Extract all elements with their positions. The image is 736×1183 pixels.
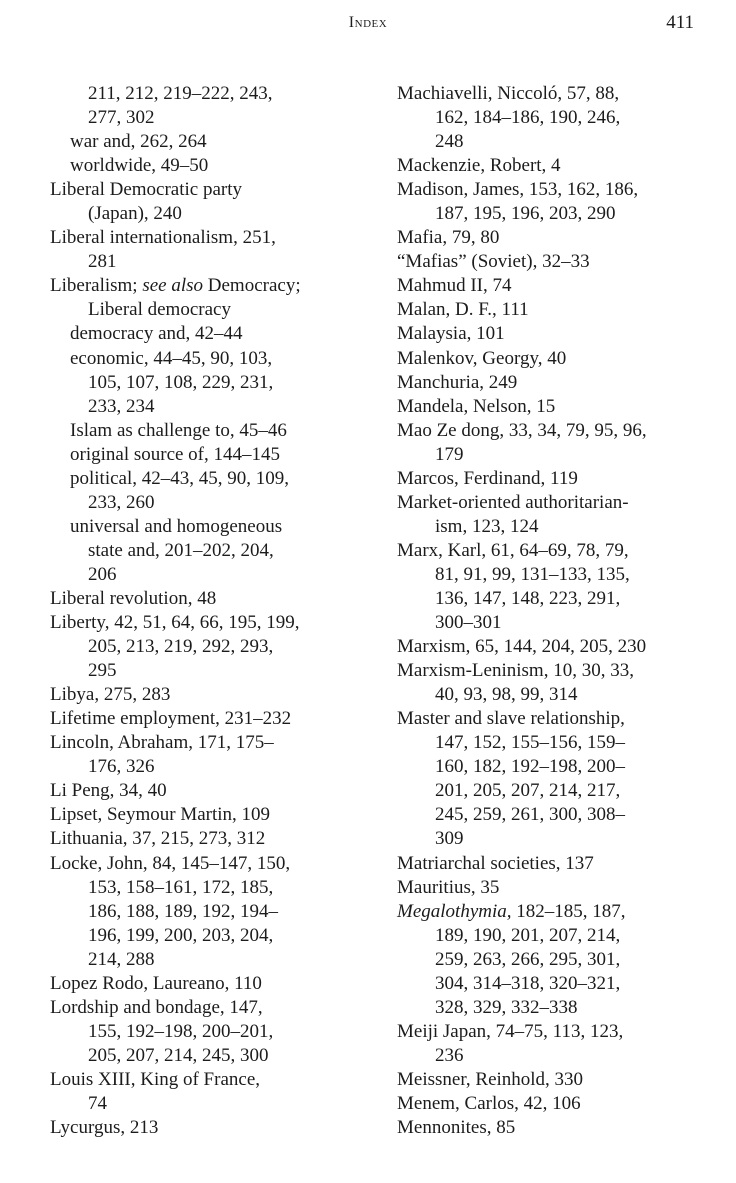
index-line [50, 82, 370, 106]
index-line [397, 755, 715, 779]
index-line [397, 154, 715, 178]
index-line [397, 659, 715, 683]
index-line [50, 130, 370, 154]
index-line-text: 162, 184–186, 190, 246, [435, 107, 621, 129]
index-line [50, 659, 370, 683]
index-line-text: Mackenzie, Robert, 4 [397, 155, 561, 177]
index-line-text: Malenkov, Georgy, 40 [397, 347, 567, 369]
index-line-italic: Megalothymia, [397, 900, 512, 922]
index-line-text: war and, 262, 264 [70, 131, 207, 153]
index-line [50, 948, 370, 972]
index-line-text: Machiavelli, Niccoló, 57, 88, [397, 83, 620, 104]
index-line-text: Mahmud II, 74 [397, 275, 512, 297]
index-line [397, 515, 715, 539]
index-line [397, 972, 715, 996]
index-line-text: 189, 190, 201, 207, 214, [435, 924, 621, 946]
index-line-text: 248 [435, 131, 464, 153]
index-line-text: 233, 234 [88, 395, 155, 417]
index-line-text: Menem, Carlos, 42, 106 [397, 1092, 581, 1114]
index-line [397, 900, 715, 924]
index-line [397, 587, 715, 611]
index-line [50, 635, 370, 659]
index-line [50, 539, 370, 563]
index-line-text: 81, 91, 99, 131–133, 135, [435, 563, 630, 585]
index-line [397, 371, 715, 395]
index-line-text: 309 [435, 828, 464, 850]
index-line [397, 82, 715, 106]
index-line [397, 491, 715, 515]
index-line-text: Mandela, Nelson, 15 [397, 395, 556, 417]
index-line-text: Liberal democracy [88, 299, 231, 321]
index-line-text: Mafia, 79, 80 [397, 227, 500, 249]
index-line-text: (Japan), 240 [88, 203, 182, 225]
index-line [397, 347, 715, 371]
index-line [50, 443, 370, 467]
index-line [397, 395, 715, 419]
index-line [50, 683, 370, 707]
index-line [397, 1068, 715, 1092]
index-line-text: universal and homogeneous [70, 515, 283, 537]
index-line-text: Marx, Karl, 61, 64–69, 78, 79, [397, 539, 629, 561]
index-line [50, 1092, 370, 1116]
index-line [50, 707, 370, 731]
index-line [397, 876, 715, 900]
index-line [397, 106, 715, 130]
index-line-text: Lincoln, Abraham, 171, 175– [50, 732, 274, 754]
index-line [50, 1020, 370, 1044]
index-line-text: Marxism-Leninism, 10, 30, 33, [397, 660, 634, 682]
index-line-text: 206 [88, 563, 117, 585]
index-line [397, 924, 715, 948]
index-line [50, 178, 370, 202]
index-line [50, 154, 370, 178]
index-line [50, 1116, 370, 1140]
index-line [50, 322, 370, 346]
index-line-text: 205, 207, 214, 245, 300 [88, 1044, 269, 1066]
index-line [50, 1068, 370, 1092]
index-line [50, 347, 370, 371]
index-line [397, 1044, 715, 1068]
index-line [50, 996, 370, 1020]
index-line [50, 563, 370, 587]
index-line-text: 328, 329, 332–338 [435, 996, 578, 1018]
index-line-text: 155, 192–198, 200–201, [88, 1020, 274, 1042]
index-line [397, 731, 715, 755]
index-line-text: 153, 158–161, 172, 185, [88, 876, 274, 898]
index-line-text: 40, 93, 98, 99, 314 [435, 684, 578, 706]
index-line [397, 274, 715, 298]
index-line [397, 298, 715, 322]
index-line-text: 233, 260 [88, 491, 155, 513]
index-line [397, 779, 715, 803]
index-line [50, 371, 370, 395]
index-line [397, 852, 715, 876]
index-line-text: economic, 44–45, 90, 103, [70, 347, 273, 369]
index-line [50, 250, 370, 274]
index-line [50, 827, 370, 851]
index-line [50, 900, 370, 924]
index-line [50, 779, 370, 803]
index-line [397, 178, 715, 202]
index-line [50, 274, 370, 298]
index-line-text: 281 [88, 251, 117, 273]
index-line-text: 186, 188, 189, 192, 194– [88, 900, 278, 922]
index-line-text: Lordship and bondage, 147, [50, 996, 263, 1018]
index-line [50, 298, 370, 322]
index-column-left [50, 82, 370, 1140]
index-line-text: Liberty, 42, 51, 64, 66, 195, 199, [50, 612, 300, 634]
index-line [397, 322, 715, 346]
index-line [50, 803, 370, 827]
index-line-text: Liberalism; [50, 275, 143, 297]
index-line-text: 245, 259, 261, 300, 308– [435, 804, 625, 826]
index-line [50, 395, 370, 419]
index-line-text: 211, 212, 219–222, 243, [88, 83, 273, 104]
index-line [397, 563, 715, 587]
index-line [397, 226, 715, 250]
index-line-text: Matriarchal societies, 137 [397, 852, 594, 874]
index-line-text: Louis XIII, King of France, [50, 1068, 261, 1090]
index-line [397, 539, 715, 563]
index-line-text: 295 [88, 660, 117, 682]
index-line [397, 202, 715, 226]
index-line-text: Liberal Democratic party [50, 179, 243, 201]
index-line [50, 419, 370, 443]
index-line-text: democracy and, 42–44 [70, 323, 243, 345]
index-line-text: Lopez Rodo, Laureano, 110 [50, 972, 262, 994]
index-line-text: worldwide, 49–50 [70, 155, 209, 177]
index-line [397, 443, 715, 467]
index-line-text: 147, 152, 155–156, 159– [435, 732, 625, 754]
index-line-text: 179 [435, 443, 464, 465]
index-line-text: 259, 263, 266, 295, 301, [435, 948, 621, 970]
index-line-text: Malaysia, 101 [397, 323, 505, 345]
index-line [50, 876, 370, 900]
index-line [397, 707, 715, 731]
index-column-right [397, 82, 715, 1140]
index-line-text: Manchuria, 249 [397, 371, 518, 393]
index-line [50, 106, 370, 130]
index-line-text: 196, 199, 200, 203, 204, [88, 924, 274, 946]
index-line [50, 587, 370, 611]
index-line-text: 74 [88, 1092, 107, 1114]
index-line [50, 755, 370, 779]
index-line-text: Master and slave relationship, [397, 708, 625, 730]
index-line-text: 105, 107, 108, 229, 231, [88, 371, 274, 393]
index-line [50, 491, 370, 515]
index-line [397, 996, 715, 1020]
index-line-text: Meiji Japan, 74–75, 113, 123, [397, 1020, 624, 1042]
index-line-text: 176, 326 [88, 756, 155, 778]
index-line [397, 130, 715, 154]
running-head-title: Index [348, 14, 388, 31]
index-line-text: Lithuania, 37, 215, 273, 312 [50, 828, 266, 850]
index-line-text: Libya, 275, 283 [50, 684, 171, 706]
index-line-text: Market-oriented authoritarian- [397, 491, 629, 513]
index-line-text: Liberal internationalism, 251, [50, 227, 276, 249]
index-line-text: Mennonites, 85 [397, 1117, 516, 1139]
index-line-text: original source of, 144–145 [70, 443, 281, 465]
index-line-text: 160, 182, 192–198, 200– [435, 756, 625, 778]
index-line-text: Lipset, Seymour Martin, 109 [50, 804, 271, 826]
index-line-text: “Mafias” (Soviet), 32–33 [397, 251, 590, 273]
index-line-text: Li Peng, 34, 40 [50, 780, 167, 802]
index-line [397, 611, 715, 635]
index-line [50, 467, 370, 491]
index-line-text: 236 [435, 1044, 464, 1066]
index-line-text: Lifetime employment, 231–232 [50, 708, 292, 730]
index-line [397, 948, 715, 972]
index-line-text: Malan, D. F., 111 [397, 299, 529, 321]
index-line [50, 731, 370, 755]
page-number: 411 [666, 12, 694, 33]
index-line-text: 304, 314–318, 320–321, [435, 972, 621, 994]
running-head [0, 14, 736, 40]
index-line-text: 277, 302 [88, 107, 155, 129]
index-line [50, 611, 370, 635]
index-line-text-after: 182–185, 187, [511, 900, 626, 922]
index-line-text: Mao Ze dong, 33, 34, 79, 95, 96, [397, 419, 647, 441]
index-line-text: 205, 213, 219, 292, 293, [88, 636, 274, 658]
index-line-text: 214, 288 [88, 948, 155, 970]
index-line-text: ism, 123, 124 [435, 515, 539, 537]
index-line [397, 827, 715, 851]
index-line-text: 187, 195, 196, 203, 290 [435, 203, 616, 225]
index-line [397, 419, 715, 443]
index-line [50, 972, 370, 996]
index-line [397, 1020, 715, 1044]
index-line-text: state and, 201–202, 204, [88, 539, 274, 561]
index-line-text: political, 42–43, 45, 90, 109, [70, 467, 290, 489]
index-line [397, 1116, 715, 1140]
index-line-text: Locke, John, 84, 145–147, 150, [50, 852, 291, 874]
index-line-text: 201, 205, 207, 214, 217, [435, 780, 621, 802]
index-line-text: Mauritius, 35 [397, 876, 500, 898]
index-line-text: Liberal revolution, 48 [50, 587, 217, 609]
index-line [397, 635, 715, 659]
index-line [397, 250, 715, 274]
index-line-italic: see also [142, 275, 204, 297]
index-line [397, 683, 715, 707]
index-line-text: 136, 147, 148, 223, 291, [435, 587, 621, 609]
index-line-text: Marxism, 65, 144, 204, 205, 230 [397, 636, 647, 658]
index-line [50, 202, 370, 226]
index-line-text: Lycurgus, 213 [50, 1117, 159, 1139]
index-line [50, 226, 370, 250]
index-line [50, 852, 370, 876]
index-line-text: Madison, James, 153, 162, 186, [397, 179, 639, 201]
index-line [397, 803, 715, 827]
index-line-text-after: Democracy; [203, 275, 301, 297]
index-line-text: 300–301 [435, 612, 502, 634]
index-line [50, 924, 370, 948]
index-line [50, 515, 370, 539]
index-line-text: Marcos, Ferdinand, 119 [397, 467, 578, 489]
index-line [397, 467, 715, 491]
index-line-text: Islam as challenge to, 45–46 [70, 419, 287, 441]
index-line-text: Meissner, Reinhold, 330 [397, 1068, 584, 1090]
index-line [397, 1092, 715, 1116]
index-line [50, 1044, 370, 1068]
